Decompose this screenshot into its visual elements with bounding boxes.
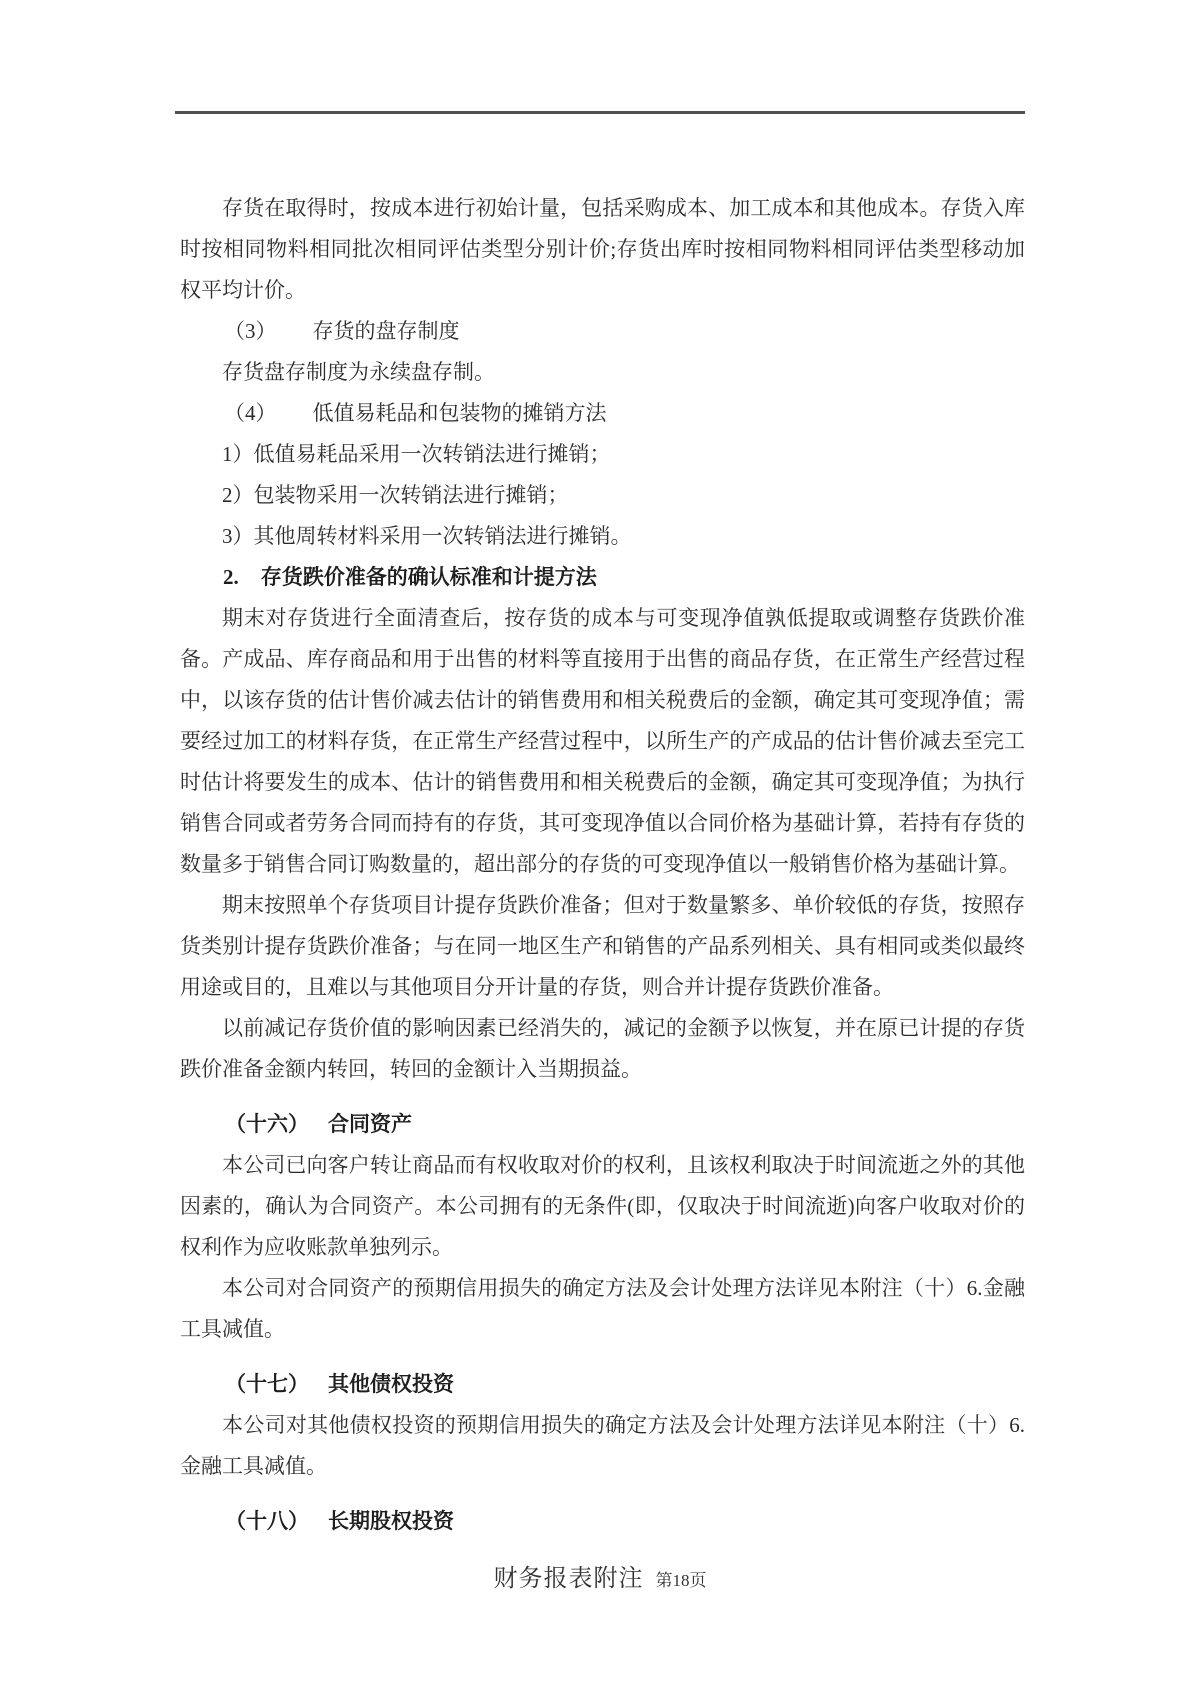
sub-item-3-title: 存货的盘存制度: [312, 319, 460, 343]
footer-page-number: 第18页: [655, 1571, 707, 1590]
list-item-2: 2）包装物采用一次转销法进行摊销；: [222, 483, 569, 507]
paragraph-contract-asset-2: 本公司对合同资产的预期信用损失的确定方法及会计处理方法详见本附注（十）6.金融工具减值。: [180, 1276, 1025, 1341]
paragraph-other-debt: 本公司对其他债权投资的预期信用损失的确定方法及会计处理方法详见本附注（十）6.金融工具减值。: [180, 1413, 1025, 1478]
section-18-number: （十八）: [225, 1509, 309, 1533]
section-17-title: 其他债权投资: [328, 1372, 454, 1396]
paragraph-inventory-measurement: 存货在取得时，按成本进行初始计量，包括采购成本、加工成本和其他成本。存货入库时按相同物料相同批次相同评估类型分别计价;存货出库时按相同物料相同评估类型移动加权平均计价。: [180, 196, 1025, 302]
page-content: [180, 188, 1025, 1542]
sub-item-4: [180, 393, 1025, 434]
section-16-number: （十六）: [225, 1112, 309, 1136]
header-rule: [175, 111, 1025, 114]
paragraph-ndrv-method: 期末对存货进行全面清查后，按存货的成本与可变现净值孰低提取或调整存货跌价准备。产成品、库存商品和用于出售的材料等直接用于出售的商品存货，在正常生产经营过程中，以该存货的估计售价减去估计的销售费用和相关税费后的金额，确定其可变现净值；需要经过加工的材料存货，在正常生产经营过程中，以所生产的产成品的估计售价减去至完工时估计将要发生的成本、估计的销售费用和相关税费后的金额，确定其可变现净值；为执行销售合同或者劳务合同而持有的存货，其可变现净值以合同价格为基础计算，若持有存货的数量多于销售合同订购数量的，超出部分的存货的可变现净值以一般销售价格为基础计算。: [180, 606, 1025, 876]
list-item-1: 1）低值易耗品采用一次转销法进行摊销；: [222, 442, 611, 466]
list-item-3: 3）其他周转材料采用一次转销法进行摊销。: [222, 524, 632, 548]
sub-item-3-number: （3）: [224, 319, 277, 343]
heading-ndrv-title: 存货跌价准备的确认标准和计提方法: [260, 565, 597, 589]
footer-title: 财务报表附注: [493, 1566, 644, 1592]
paragraph-inventory-system: 存货盘存制度为永续盘存制。: [222, 360, 495, 384]
section-17-number: （十七）: [225, 1372, 309, 1396]
section-heading-17: [180, 1364, 1025, 1405]
section-heading-18: [180, 1501, 1025, 1542]
paragraph-contract-asset-1: 本公司已向客户转让商品而有权收取对价的权利，且该权利取决于时间流逝之外的其他因素的，确认为合同资产。本公司拥有的无条件(即，仅取决于时间流逝)向客户收取对价的权利作为应收账款单独列示。: [180, 1153, 1025, 1259]
page-footer: [0, 1558, 1200, 1593]
heading-ndrv-number: 2.: [223, 565, 239, 589]
paragraph-ndrv-provision: 期末按照单个存货项目计提存货跌价准备；但对于数量繁多、单价较低的存货，按照存货类别计提存货跌价准备；与在同一地区生产和销售的产品系列相关、具有相同或类似最终用途或目的，且难以与其他项目分开计量的存货，则合并计提存货跌价准备。: [180, 893, 1025, 999]
heading-ndrv: [180, 557, 1025, 598]
sub-item-4-number: （4）: [224, 401, 277, 425]
section-heading-16: [180, 1104, 1025, 1145]
sub-item-4-title: 低值易耗品和包装物的摊销方法: [312, 401, 607, 425]
sub-item-3: [180, 311, 1025, 352]
section-16-title: 合同资产: [328, 1112, 412, 1136]
section-18-title: 长期股权投资: [328, 1509, 454, 1533]
paragraph-ndrv-reversal: 以前减记存货价值的影响因素已经消失的，减记的金额予以恢复，并在原已计提的存货跌价准备金额内转回，转回的金额计入当期损益。: [180, 1016, 1025, 1081]
